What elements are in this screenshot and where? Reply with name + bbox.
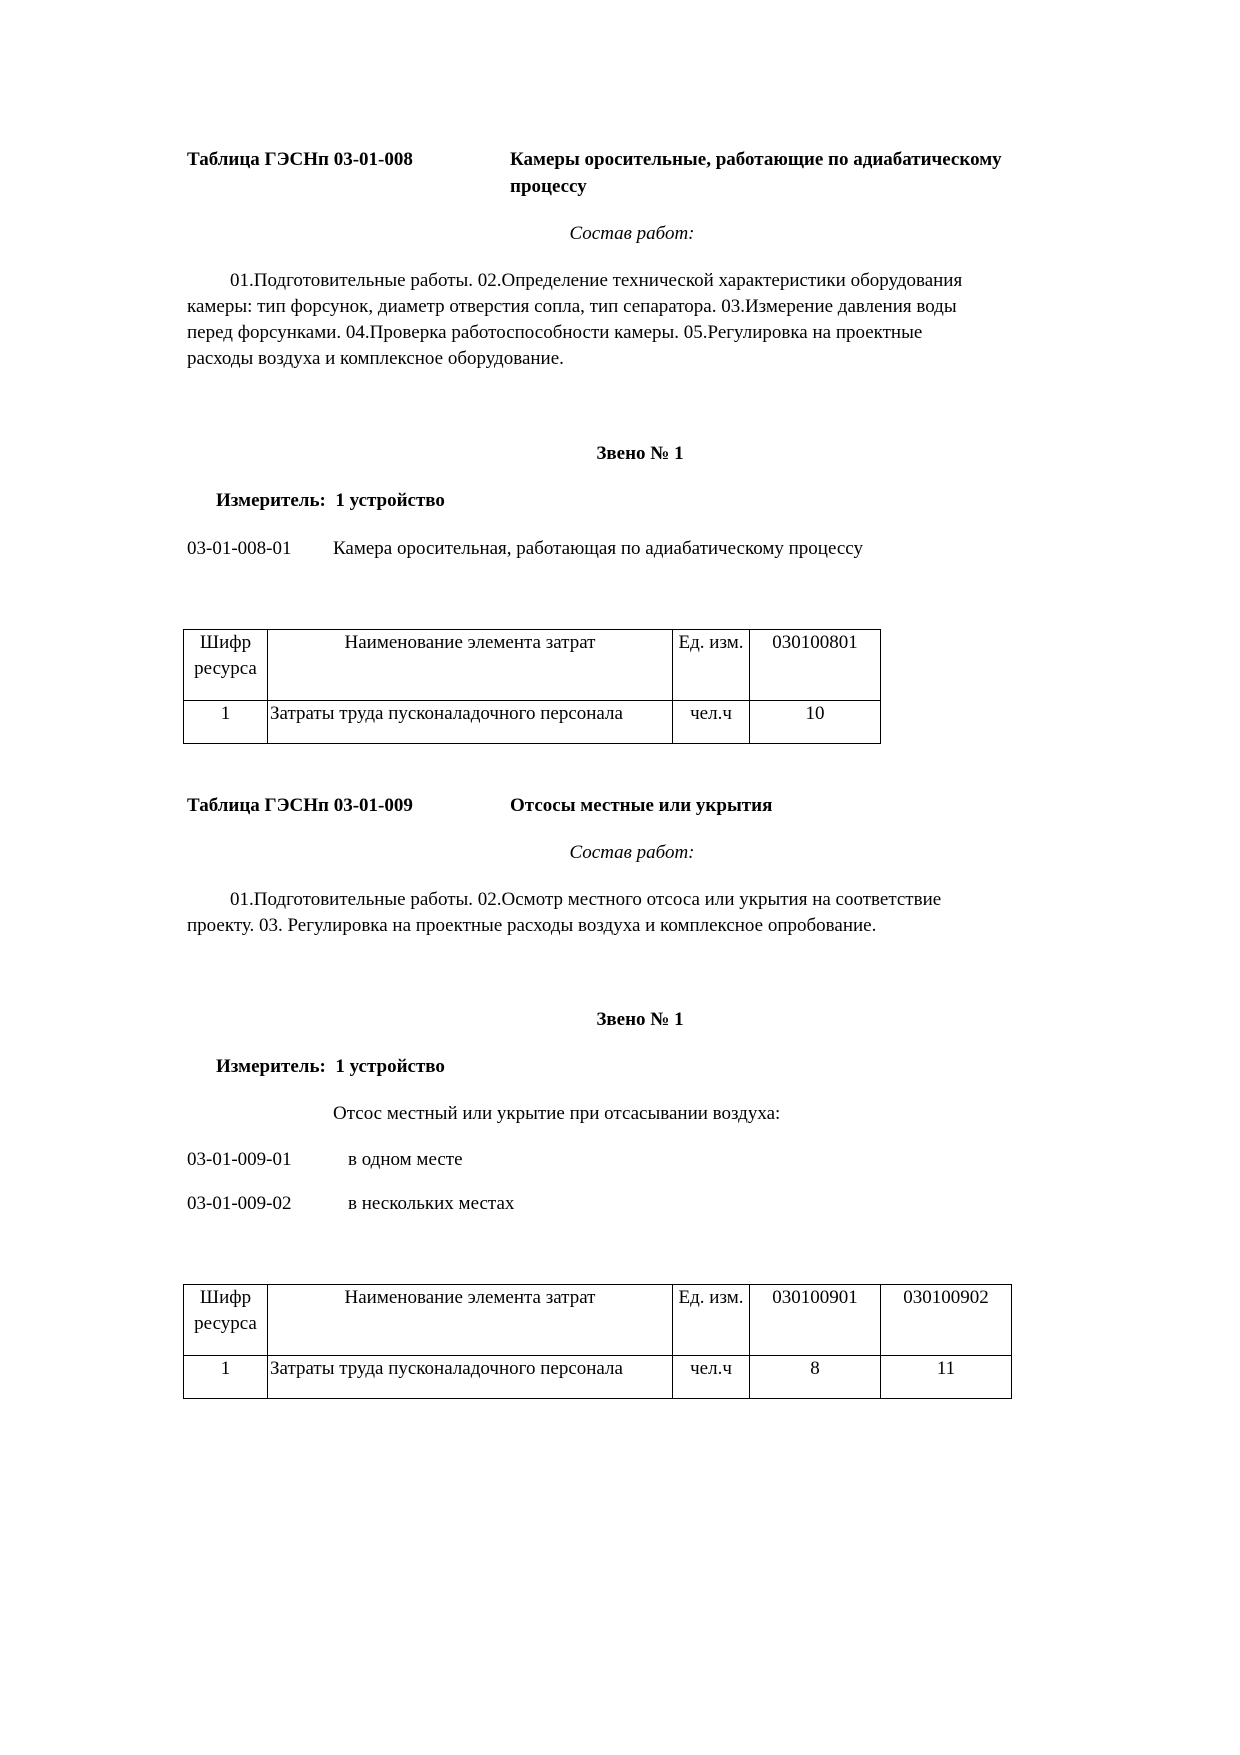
- crew-heading: Звено № 1: [596, 443, 684, 464]
- composition-text-line: камеры: тип форсунок, диаметр отверстия сопла, тип сепаратора. 03.Измерение давления воды: [187, 296, 957, 317]
- crew-heading: Звено № 1: [596, 1009, 684, 1030]
- row-unit: чел.ч: [673, 1356, 750, 1399]
- resource-table: [183, 629, 881, 744]
- measure-label: Измеритель:: [216, 490, 326, 511]
- measure-value: 1 устройство: [335, 1056, 445, 1077]
- measure-label: Измеритель:: [216, 1056, 326, 1077]
- table-header-row: [184, 630, 881, 701]
- measure-line: [216, 488, 445, 514]
- row-name: Затраты труда пусконаладочного персонала: [268, 1356, 673, 1399]
- row-value: 11: [881, 1356, 1012, 1399]
- header-unit: Ед. изм.: [673, 1285, 750, 1356]
- table-id-heading: Таблица ГЭСНп 03-01-008: [187, 149, 413, 170]
- item-name: Камера оросительная, работающая по адиабатическому процессу: [333, 538, 863, 559]
- header-name: Наименование элемента затрат: [268, 630, 673, 701]
- header-name: Наименование элемента затрат: [268, 1285, 673, 1356]
- table-header-row: [184, 1285, 1012, 1356]
- header-code: Шифр ресурса: [184, 1285, 268, 1356]
- table-row: [184, 1356, 1012, 1399]
- table-title: Отсосы местные или укрытия: [510, 795, 773, 816]
- row-value: 8: [750, 1356, 881, 1399]
- item-code: 03-01-008-01: [187, 538, 292, 559]
- header-column-code: 030100801: [750, 630, 881, 701]
- composition-heading: Состав работ:: [569, 842, 695, 863]
- row-name: Затраты труда пусконаладочного персонала: [268, 701, 673, 744]
- composition-text-line: 01.Подготовительные работы. 02.Осмотр местного отсоса или укрытия на соответствие: [230, 889, 942, 910]
- group-title: Отсос местный или укрытие при отсасывании воздуха:: [333, 1103, 781, 1124]
- header-code: Шифр ресурса: [184, 630, 268, 701]
- table-title-continued: процессу: [510, 176, 587, 197]
- measure-value: 1 устройство: [335, 490, 445, 511]
- composition-text-line: 01.Подготовительные работы. 02.Определение технической характеристики оборудования: [230, 270, 963, 291]
- resource-table: [183, 1284, 1012, 1399]
- item-code: 03-01-009-02: [187, 1193, 292, 1214]
- table-id-heading: Таблица ГЭСНп 03-01-009: [187, 795, 413, 816]
- composition-text-line: перед форсунками. 04.Проверка работоспособности камеры. 05.Регулировка на проектные: [187, 322, 923, 343]
- item-name: в одном месте: [348, 1149, 463, 1170]
- row-code: 1: [184, 1356, 268, 1399]
- header-unit: Ед. изм.: [673, 630, 750, 701]
- item-code: 03-01-009-01: [187, 1149, 292, 1170]
- row-code: 1: [184, 701, 268, 744]
- table-title: Камеры оросительные, работающие по адиабатическому: [510, 149, 1002, 170]
- table-row: [184, 701, 881, 744]
- item-name: в нескольких местах: [348, 1193, 515, 1214]
- composition-heading: Состав работ:: [569, 223, 695, 244]
- measure-line: [216, 1054, 445, 1080]
- header-column-code: 030100901: [750, 1285, 881, 1356]
- composition-text-line: проекту. 03. Регулировка на проектные расходы воздуха и комплексное опробование.: [187, 915, 877, 936]
- header-column-code: 030100902: [881, 1285, 1012, 1356]
- row-value: 10: [750, 701, 881, 744]
- composition-text-line: расходы воздуха и комплексное оборудование.: [187, 348, 564, 369]
- row-unit: чел.ч: [673, 701, 750, 744]
